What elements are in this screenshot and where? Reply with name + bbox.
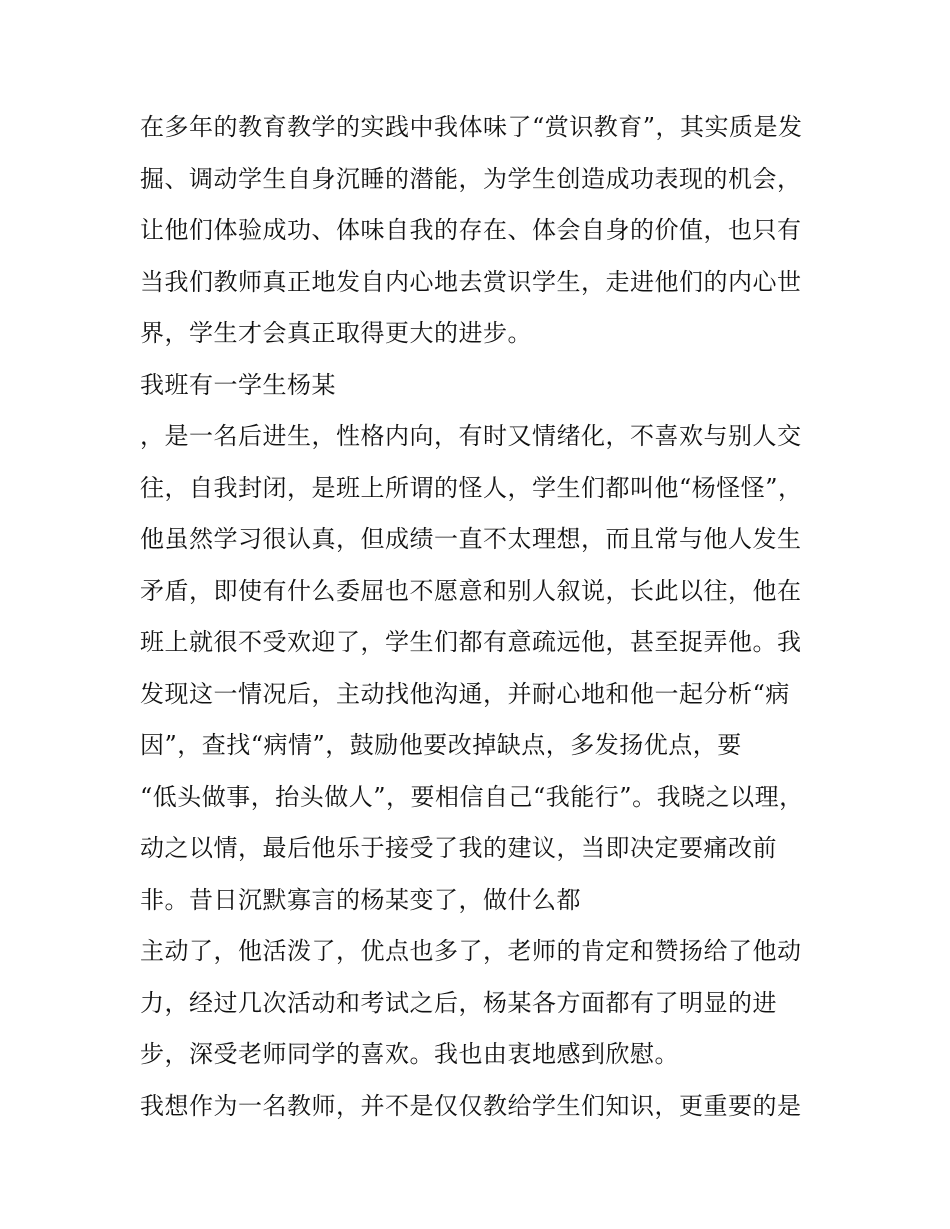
document-body bbox=[140, 107, 820, 1137]
text-line: 因”，查找“病情”，鼓励他要改掉缺点，多发扬优点，要 bbox=[140, 731, 742, 759]
text-line: 往，自我封闭，是班上所谓的怪人，学生们都叫他“杨怪怪”， bbox=[140, 473, 803, 502]
text-line: 班上就很不受欢迎了，学生们都有意疏远他，甚至捉弄他。我 bbox=[140, 628, 802, 656]
text-line: 主动了，他活泼了，优点也多了，老师的肯定和赞扬给了他动 bbox=[140, 937, 802, 965]
text-line: 掘、调动学生自身沉睡的潜能，为学生创造成功表现的机会， bbox=[140, 164, 802, 193]
text-line: ，是一名后进生，性格内向，有时又情绪化，不喜欢与别人交 bbox=[140, 422, 802, 450]
text-line: 动之以情，最后他乐于接受了我的建议，当即决定要痛改前 bbox=[140, 834, 777, 862]
text-line: 矛盾，即使有什么委屈也不愿意和别人叙说，长此以往，他在 bbox=[140, 576, 802, 605]
text-line: 我想作为一名教师，并不是仅仅教给学生们知识，更重要的是 bbox=[140, 1091, 802, 1120]
text-line: 在多年的教育教学的实践中我体味了“赏识教育”，其实质是发 bbox=[140, 113, 803, 141]
text-line: 我班有一学生杨某 bbox=[140, 370, 336, 399]
text-line: 他虽然学习很认真，但成绩一直不太理想，而且常与他人发生 bbox=[140, 525, 802, 553]
text-line: 发现这一情况后，主动找他沟通，并耐心地和他一起分析“病 bbox=[140, 679, 790, 708]
text-line: 步，深受老师同学的喜欢。我也由衷地感到欣慰。 bbox=[140, 1040, 679, 1068]
text-line: 让他们体验成功、体味自我的存在、体会自身的价值，也只有 bbox=[140, 216, 802, 244]
text-line: 界，学生才会真正取得更大的进步。 bbox=[140, 319, 532, 347]
text-line: 当我们教师真正地发自内心地去赏识学生，走进他们的内心世 bbox=[140, 267, 802, 296]
text-line: 力，经过几次活动和考试之后，杨某各方面都有了明显的进 bbox=[140, 988, 777, 1017]
text-line: 非。昔日沉默寡言的杨某变了，做什么都 bbox=[140, 885, 581, 914]
text-line: “低头做事，抬头做人”，要相信自己“我能行”。我晓之以理， bbox=[140, 782, 804, 811]
